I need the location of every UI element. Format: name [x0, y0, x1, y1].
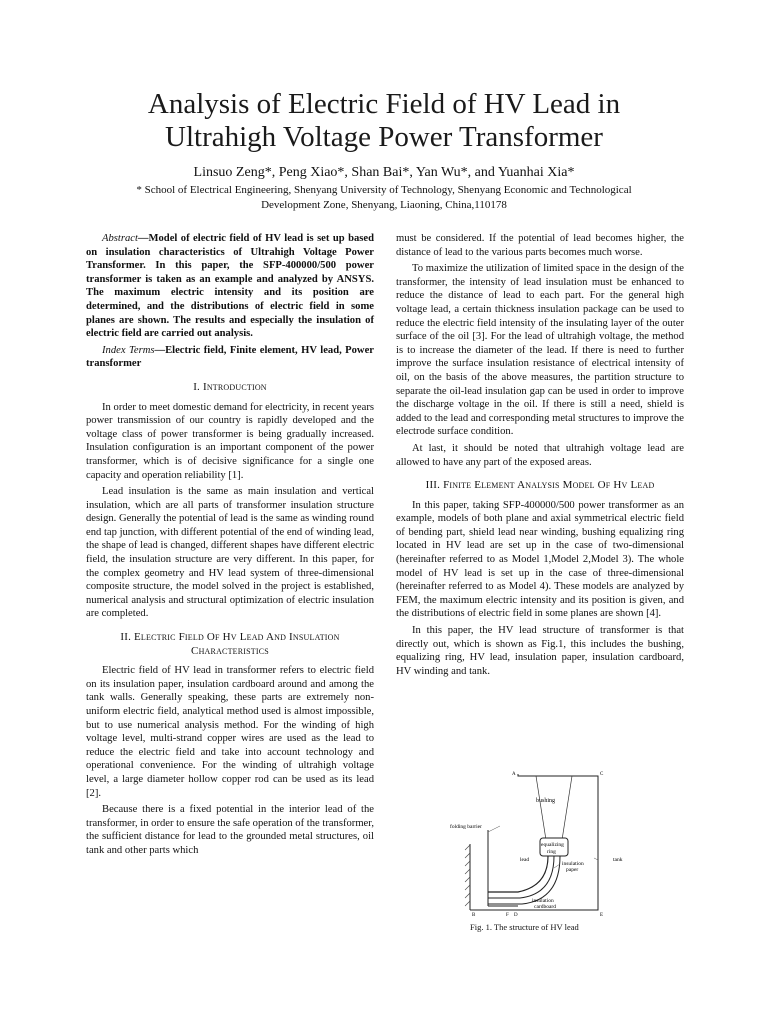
- paragraph: Lead insulation is the same as main insulation and vertical insulation, which are all parts of transformer insulation structure design. Generally the potential of lead is the same as winding round end tap junction, with different potential of the end of winding lead, the shape of lead is changed, different shapes have different electric field, the insulation structure are very different. In this paper, for the complex geometry and HV lead system of three-dimensional composite structure, the model solved in the project is established, numerical analysis and structural optimization of electric insulation are completed.: [86, 486, 374, 620]
- affiliation-line-1: * School of Electrical Engineering, Shenyang University of Technology, Shenyang Economic and Technological: [136, 184, 632, 196]
- abstract-label: Abstract: [102, 233, 138, 244]
- left-column: [86, 232, 374, 861]
- paragraph: Because there is a fixed potential in the interior lead of the transformer, in order to ensure the safe operation of the transformer, the sufficient distance for lead to the grounded metal structures, oil tank and other parts which: [86, 804, 375, 856]
- author-list: Linsuo Zeng*, Peng Xiao*, Shan Bai*, Yan Wu*, and Yuanhai Xia*: [193, 165, 575, 180]
- wall-hatching: [465, 845, 470, 906]
- label-B: B: [472, 913, 476, 918]
- label-tank: tank: [613, 857, 623, 863]
- label-lead: lead: [520, 857, 530, 863]
- label-D: D: [514, 913, 518, 918]
- paragraph: Electric field of HV lead in transformer refers to electric field on its insulation paper, insulation cardboard around and among the tank walls. Generally speaking, these parts are extremely non-uniform electric field, analytical method used is almost impossible, but to use numerical analysis method. For the winding of high voltage level, multi-strand copper wires are used as the lead to reduce the electric field and take into account technology and operational convenience. For the winding of ultrahigh voltage level, a large diameter hollow copper rod can be used as its lead [2].: [86, 665, 374, 799]
- right-column: [396, 232, 684, 681]
- section-heading-finite-element: III. Finite Element Analysis Model Of Hv Lead: [425, 479, 655, 492]
- abstract: Abstract—Model of electric field of HV lead is set up based on insulation characteristics of Ultrahigh Voltage Power Transformer. In this paper, the SFP-400000/500 power transformer is taken as an example and analyzed by ANSYS. The maximum electric intensity and its position are determined, and the distributions of electric field in some planes are shown. The results and especially the insulation of electric field are carried out analysis.: [86, 233, 374, 340]
- paragraph: To maximize the utilization of limited space in the design of the transformer, the intensity of lead insulation must be enhanced to reduce the distance of lead to each part. For the general high voltage lead, a certain thickness insulation package can be used to reduce the electric field intensity of the insulating layer of the outer surface of the oil [3]. For the lead of ultrahigh voltage, the method is to increase the diameter of the lead. If there is need to further improve the surface insulation resistance of electrical intensity of oil, on the basis of the above measures, the partition structure to separate the oil-lead insulation gap can be used in order to improve the discharge voltage in the oil. If there is still a need, shield is added to the lead and corresponding metal structures to improve the electrode surface condition.: [396, 263, 684, 438]
- affiliation-line-2: Development Zone, Shenyang, Liaoning, China,110178: [261, 199, 507, 211]
- paragraph-continued: must be considered. If the potential of lead becomes higher, the distance of lead to the various parts becomes much worse.: [396, 233, 684, 258]
- label-ring: ring: [547, 849, 556, 855]
- index-terms-label: Index Terms: [102, 344, 155, 356]
- label-A: A: [512, 772, 516, 777]
- title-line-1: Analysis of Electric Field of HV Lead in: [147, 88, 621, 120]
- label-F: F: [506, 913, 509, 918]
- label-E: E: [600, 913, 604, 918]
- paragraph: At last, it should be noted that ultrahigh voltage lead are allowed to have any part of the exposed areas.: [396, 442, 684, 468]
- paragraph: In this paper, taking SFP-400000/500 power transformer as an example, models of both plane and axial symmetrical electric field of bending part, shield lead near winding, bushing equalizing ring located in HV lead are set up in the case of two-dimensional (hereinafter referred to as Model 1,Model 2,Model 3). The whole model of HV lead is set up in the case of three-dimensional (hereinafter referred to as Model 4). These models are analyzed by FEM, the maximum electric intensity and its position is given, and the distributions of electric field in some planes are shown [4].: [396, 499, 684, 620]
- figure-diagram: [448, 770, 630, 920]
- figure-caption: Fig. 1. The structure of HV lead: [470, 922, 579, 932]
- label-cardboard: cardboard: [534, 904, 556, 910]
- bushing-right: [562, 776, 572, 840]
- label-paper: paper: [566, 867, 579, 873]
- label-insulation: insulation: [562, 861, 584, 867]
- index-terms: Index Terms—Electric field, Finite element, HV lead, Power transformer: [86, 344, 374, 370]
- paragraph: In order to meet domestic demand for electricity, in recent years power transmission of our country is rapidly developed and the voltage class of power transformer is being gradually increased. Insulation configuration is an important component of the power transformer, which is of decisive significance for a single one capacity and operation reliability [1].: [86, 401, 374, 481]
- label-bushing: bushing: [536, 798, 556, 804]
- paper-title: [60, 88, 708, 154]
- index-terms-text: Electric field, Finite element, HV lead, Power transformer: [86, 344, 374, 370]
- lead-path-1: [488, 856, 548, 892]
- affiliation: [100, 183, 668, 213]
- bushing-left: [536, 776, 546, 840]
- abstract-text: Model of electric field of HV lead is set up based on insulation characteristics of Ultrahigh Voltage Power Transformer. In this paper, the SFP-400000/500 power transformer is taken as an example and analyzed by ANSYS. The maximum electric intensity and its position are determined, and the distributions of electric field in some planes are shown. The results and especially the insulation of electric field are carried out analysis.: [86, 233, 374, 340]
- label-C: C: [600, 772, 604, 777]
- title-line-2: Ultrahigh Voltage Power Transformer: [165, 121, 603, 153]
- label-insulation-2: insulation: [532, 898, 554, 904]
- section-heading-introduction: I. Introduction: [193, 380, 267, 393]
- label-folding-barrier: folding barrier: [450, 824, 482, 830]
- paragraph: In this paper, the HV lead structure of transformer is that directly out, which is shown as Fig.1, this includes the bushing, equalizing ring, HV lead, insulation paper, insulation cardboard, HV winding and tank.: [396, 625, 684, 677]
- label-equalizing: equalizing: [541, 842, 564, 848]
- section-heading-electric-field: [86, 631, 374, 658]
- figure-hv-lead-structure: [448, 770, 630, 920]
- section-heading-line-1: II. Electric Field Of Hv Lead And Insulation: [120, 631, 340, 644]
- section-heading-line-2: Characteristics: [191, 644, 269, 657]
